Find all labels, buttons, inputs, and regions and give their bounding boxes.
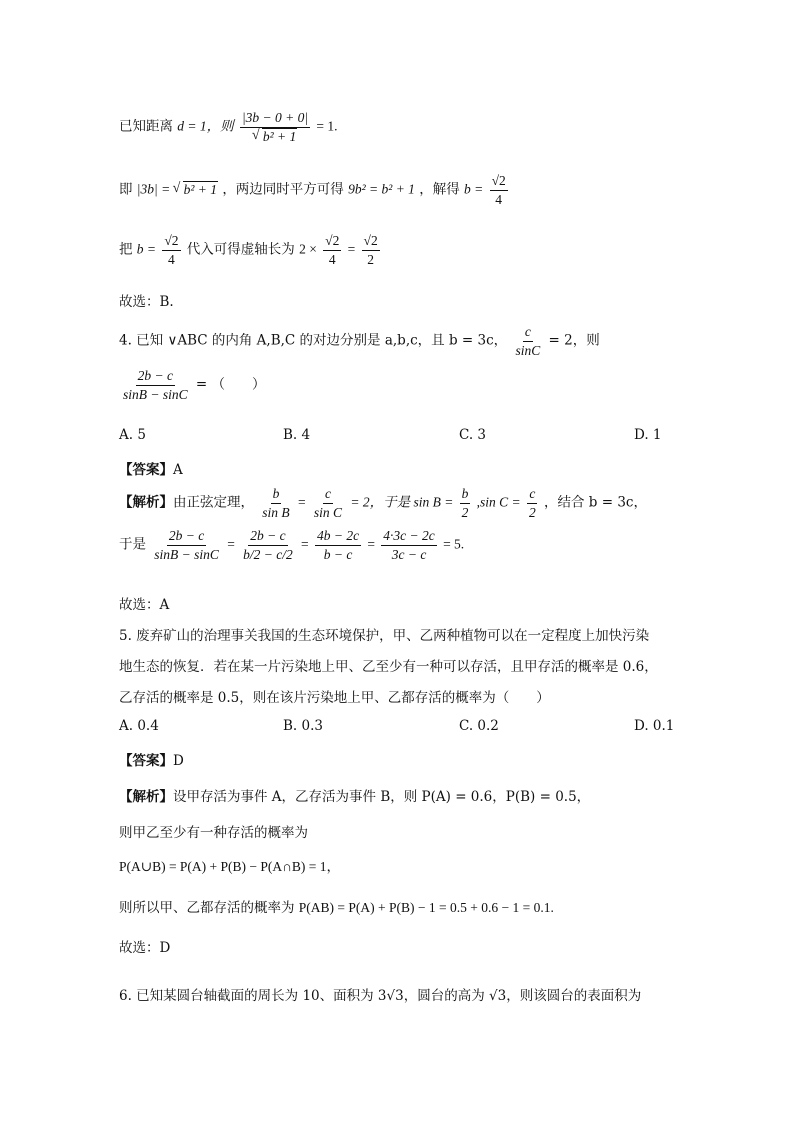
- fraction: [490, 173, 508, 207]
- text: = （ ）: [195, 376, 266, 393]
- answer-tag: 【答案】: [119, 462, 173, 478]
- denominator: 2: [528, 504, 536, 520]
- numerator: c: [523, 324, 533, 342]
- answer: D: [173, 753, 184, 769]
- choice-c: C. 3: [459, 427, 487, 443]
- question-6-stem: 6. 已知某圆台轴截面的周长为 10、面积为 3√3，圆台的高为 √3，则该圆台的表面积为: [119, 988, 642, 1004]
- text: 于是: [119, 536, 146, 553]
- question-4-stem: [119, 324, 600, 358]
- denominator: sinC: [515, 342, 541, 358]
- fraction: [527, 486, 538, 520]
- numerator: 2b − c: [167, 528, 206, 546]
- solution-line-3: 把 b = $\frac{√2}{4}$ 代入可得虚轴长为 2 × $\frac{√2}{4}$ = $\frac{√2}{2}$: [119, 233, 378, 267]
- choice-d: D. 0.1: [634, 718, 675, 734]
- answer-line: [119, 749, 184, 769]
- analysis-tag: 【解析】: [119, 494, 173, 511]
- fraction: [381, 528, 436, 562]
- denominator: sinB − sinC: [123, 386, 188, 402]
- solution-final: 故选：B.: [119, 294, 174, 310]
- formula: |3b| =: [136, 181, 174, 197]
- numerator: c: [323, 486, 333, 504]
- numerator: |3b − 0 + 0|: [240, 110, 310, 128]
- numerator: b: [271, 486, 282, 504]
- fraction: [460, 486, 471, 520]
- formula: b =: [464, 181, 484, 197]
- fraction: [152, 528, 221, 562]
- analysis-line-4: [119, 896, 554, 916]
- answer-line: [119, 458, 183, 478]
- numerator: 4b − 2c: [315, 528, 361, 546]
- formula: = 5.: [443, 536, 465, 552]
- numerator: √2: [490, 173, 508, 191]
- choice-b: B. 4: [283, 427, 311, 443]
- denominator: 4: [328, 251, 336, 267]
- text: 把: [119, 241, 133, 258]
- choice-d: D. 1: [634, 427, 662, 443]
- fraction: [240, 110, 310, 144]
- formula: = 2，于是 sin B =: [350, 494, 454, 510]
- solution-line-2: [119, 173, 510, 207]
- choice-a: A. 0.4: [119, 718, 159, 734]
- text: 已知距离: [119, 118, 173, 135]
- formula: d = 1，则: [177, 118, 234, 134]
- denominator: b − c: [323, 546, 353, 562]
- question-5-stem-2: 地生态的恢复．若在某一片污染地上甲、乙至少有一种可以存活，且甲存活的概率是 0.6，: [119, 659, 658, 675]
- numerator: c: [527, 486, 537, 504]
- formula: b² + 1: [183, 181, 218, 197]
- numerator: 2b − c: [136, 368, 175, 386]
- solution-line-1: [119, 110, 338, 144]
- numerator: 2b − c: [248, 528, 287, 546]
- fraction: [362, 233, 380, 267]
- text: 则所以甲、乙都存活的概率为: [119, 900, 295, 916]
- denominator: sin C: [313, 504, 343, 520]
- text: ，两边同时平方可得: [222, 181, 344, 198]
- fraction: [260, 486, 291, 520]
- text: 4. 已知 ∨ABC 的内角 A,B,C 的对边分别是 a,b,c，且 b = 3c，: [119, 332, 508, 349]
- text: ，解得: [419, 181, 460, 198]
- numerator: √2: [162, 233, 180, 251]
- analysis-line-2: 于是 $\frac{2b - c}{\sin B - \sin C}$ = $\frac{2b - c}{b/2 - c/2}$ = $\frac{4b - 2c}{b - c}$ = $\frac{4\cdot 3c - 2c}{3c - c}$ = 5.: [119, 528, 465, 562]
- formula: 2 ×: [299, 241, 317, 257]
- text: ，结合 b = 3c，: [544, 494, 647, 511]
- analysis-line-1: [119, 785, 590, 805]
- text: = 2，则: [548, 332, 600, 349]
- fraction: [323, 233, 341, 267]
- fraction: [513, 324, 542, 358]
- formula: ,sin C =: [476, 494, 521, 510]
- fraction: [315, 528, 361, 562]
- fraction: [241, 528, 295, 562]
- analysis-line-1: 【解析】由正弦定理， $\frac{b}{\text{sin B}}$ = $\frac{c}{\text{sin C}}$ = 2，于是 sin B = $\frac{b}{2}$ ,sin C = $\frac{c}{2}$ ，结合 b = 3c，: [119, 486, 647, 520]
- question-4-expression: [119, 368, 266, 402]
- numerator: b: [460, 486, 471, 504]
- question-5-final: 故选：D: [119, 940, 171, 956]
- denominator: b² + 1: [262, 128, 297, 144]
- numerator: 4·3c − 2c: [381, 528, 436, 546]
- answer: A: [173, 462, 183, 478]
- denominator: 4: [168, 251, 175, 267]
- analysis-tag: 【解析】: [119, 789, 173, 805]
- choice-a: A. 5: [119, 427, 146, 443]
- question-5-stem-3: 乙存活的概率是 0.5，则在该片污染地上甲、乙都存活的概率为（ ）: [119, 690, 550, 706]
- text: 即: [119, 181, 133, 198]
- formula: b =: [136, 241, 157, 257]
- formula: 9b² = b² + 1: [348, 181, 415, 197]
- denominator: 3c − c: [391, 546, 427, 562]
- formula: P(AB) = P(A) + P(B) − 1 = 0.5 + 0.6 − 1 = 0.1.: [298, 900, 554, 915]
- answer-tag: 【答案】: [119, 753, 173, 769]
- denominator: b/2 − c/2: [243, 546, 293, 562]
- fraction: [312, 486, 344, 520]
- denominator: 4: [495, 191, 503, 207]
- question-5-stem-1: 5. 废弃矿山的治理事关我国的生态环境保护，甲、乙两种植物可以在一定程度上加快污染: [119, 628, 650, 644]
- text: 代入可得虚轴长为: [186, 241, 295, 258]
- fraction: [121, 368, 190, 402]
- choice-c: C. 0.2: [459, 718, 499, 734]
- choice-b: B. 0.3: [283, 718, 323, 734]
- text: 设甲存活为事件 A，乙存活为事件 B，则 P(A) = 0.6，P(B) = 0.5，: [173, 789, 591, 805]
- text: 由正弦定理，: [173, 494, 254, 511]
- numerator: √2: [323, 233, 341, 251]
- analysis-formula: P(A∪B) = P(A) + P(B) − P(A∩B) = 1，: [119, 859, 341, 874]
- question-4-final: 故选：A: [119, 597, 170, 613]
- formula: = 1.: [316, 118, 338, 134]
- fraction: [162, 233, 180, 267]
- denominator: sinB − sinC: [154, 546, 219, 562]
- numerator: √2: [362, 233, 380, 251]
- analysis-line-2: 则甲乙至少有一种存活的概率为: [119, 825, 308, 841]
- denominator: sin B: [262, 504, 290, 520]
- denominator: 2: [461, 504, 469, 520]
- denominator: 2: [367, 251, 374, 267]
